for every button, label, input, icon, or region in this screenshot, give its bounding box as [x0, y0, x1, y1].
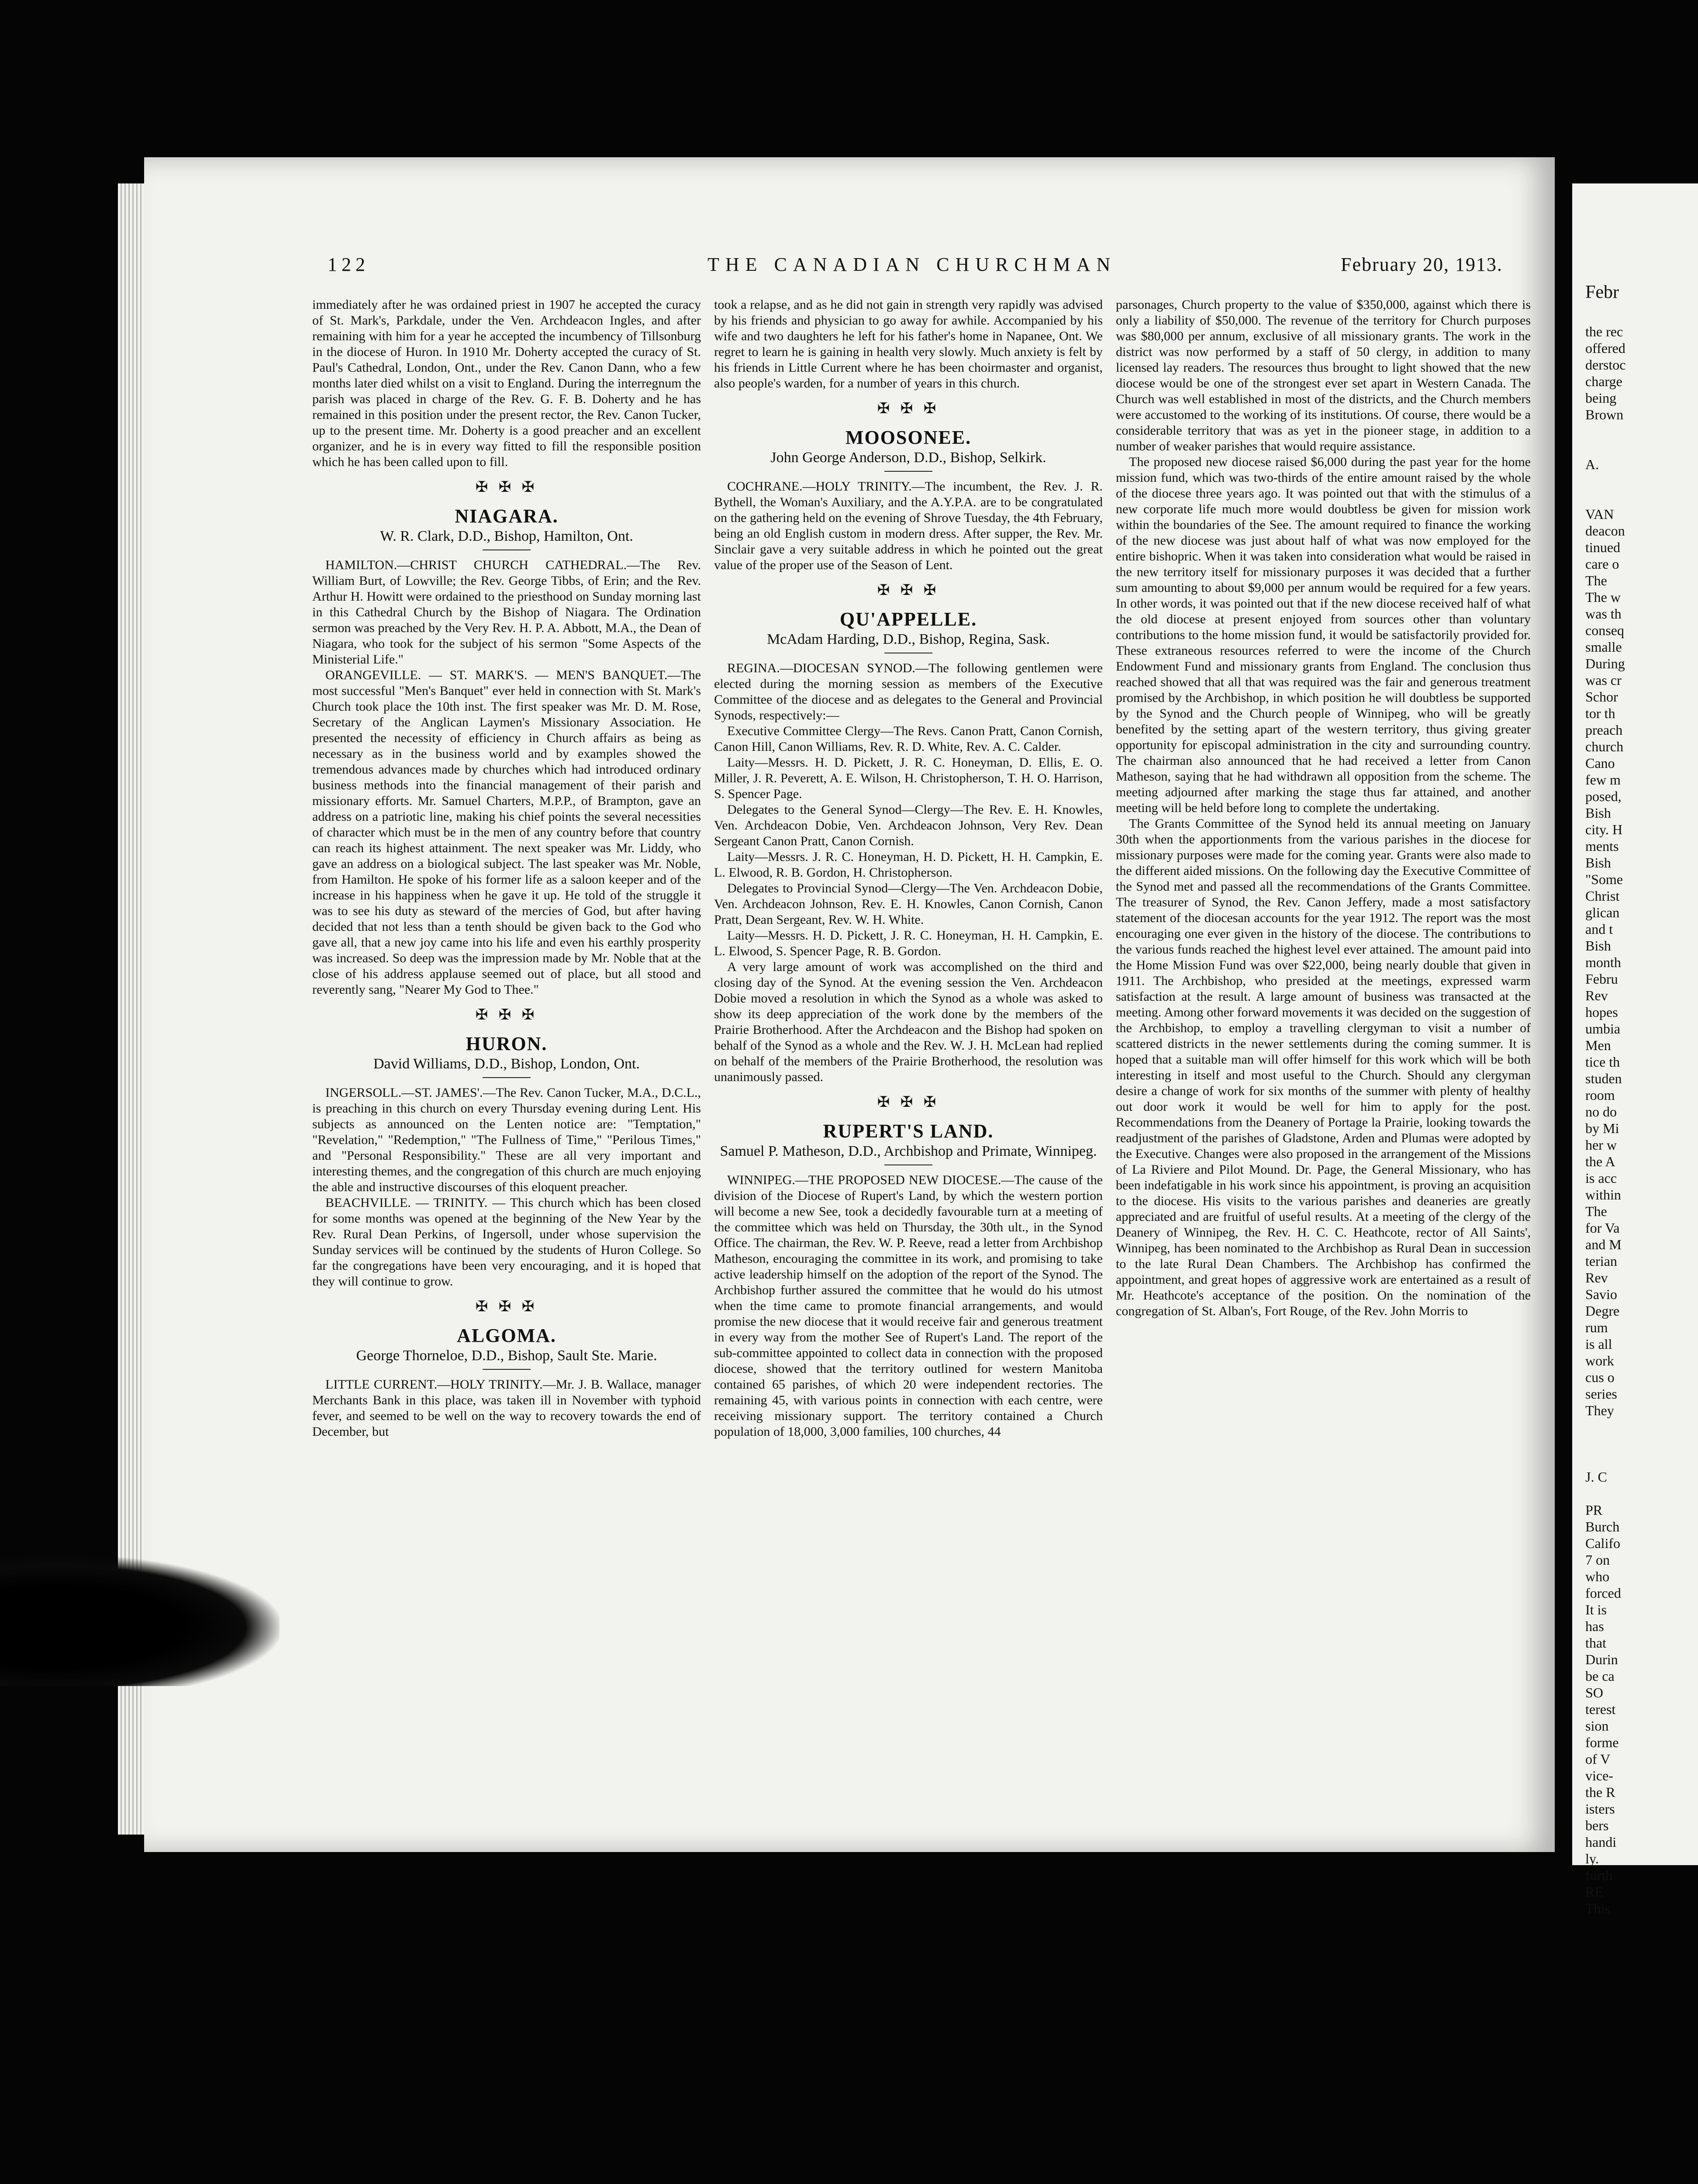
- news-paragraph: ORANGEVILLE. — ST. MARK'S. — MEN'S BANQUET.—The most successful "Men's Banquet" ever held in connection with St. Mark's Church took place the 10th inst. The first speaker was Mr. D. M. Rose, Secretary of the Anglican Laymen's Missionary Association. He presented the necessity of efficiency in Church affairs as being as necessary as in the business world and by examples showed the tremendous advances made by churches which had introduced ordinary business methods into the financial management of their parish and missionary efforts. Mr. Samuel Charters, M.P.P., of Brampton, gave an address on a patriotic line, making his chief points the several necessities of character which must be in the men of any country before that country can reach its highest attainment. The next speaker was Mr. Liddy, who gave an address on a biological subject. The last speaker was Mr. Noble, from Hamilton. He spoke of his former life as a saloon keeper and of the increase in his happiness when he gave it up. He told of the struggle it was to see his duty as steward of the mercies of God, but after having decided that not less than a tenth should be given back to the God who gave all, that a new joy came into his life and even his earthly prosperity was increased. So deep was the impression made by Mr. Noble that at the close of his address applause seemed out of place, but all stood and reverently sang, "Nearer My God to Thee.": [312, 668, 701, 997]
- facing-page-line: 7 on: [1585, 1552, 1610, 1568]
- facing-page-line: the R: [1585, 1784, 1615, 1800]
- facing-page-line: umbia: [1585, 1021, 1620, 1037]
- facing-page-line: cus o: [1585, 1369, 1615, 1385]
- facing-page-line: Bish: [1585, 938, 1611, 954]
- column-2: [714, 297, 1103, 1440]
- news-paragraph: A very large amount of work was accomplished on the third and closing day of the Synod. At the evening session the Ven. Archdeacon Dobie moved a resolution in which the Synod as a whole was asked to show its deep appreciation of the work done by the members of the Prairie Brotherhood. After the Archdeacon and the Bishop had spoken on behalf of the Synod as a whole and the Rev. W. J. H. McLean had replied on behalf of the members of the Prairie Brotherhood, the resolution was unanimously passed.: [714, 960, 1103, 1084]
- section-heading-quappelle: QU'APPELLE.: [839, 608, 977, 630]
- section-separator: ✠ ✠ ✠: [877, 1094, 940, 1110]
- column-1: [312, 297, 701, 1440]
- facing-page-line: is all: [1585, 1336, 1612, 1352]
- photographer-thumb: [0, 1555, 280, 1686]
- facing-page-line: was cr: [1585, 672, 1622, 688]
- news-paragraph: WINNIPEG.—THE PROPOSED NEW DIOCESE.—The cause of the division of the Diocese of Rupert's Land, by which the western portion will become a new See, took a decidedly favourable turn at a meeting of the committee which was held on Thursday, the 30th ult., in the Synod Office. The chairman, the Rev. W. P. Reeve, read a letter from Archbishop Matheson, encouraging the committee in its work, and promising to take active leadership himself on the adoption of the report of the Synod. The Archbishop further assured the committee that he would do his utmost when the time came to promote financial arrangements, and would promise the new diocese that it would receive fair and generous treatment in every way from the mother See of Rupert's Land. The report of the sub-committee appointed to collect data in connection with the proposed diocese, showed that the territory outlined for western Manitoba contained 65 parishes, of which 20 were independent rectories. The remaining 45, with various points in connection with each centre, were receiving missionary support. The territory contained a Church population of 18,000, 3,000 families, 100 churches, 44: [714, 1173, 1103, 1439]
- facing-page-line: her w: [1585, 1137, 1617, 1153]
- facing-page-line: This: [1585, 1901, 1610, 1916]
- facing-page-line: by Mi: [1585, 1120, 1619, 1136]
- facing-page-line: Califo: [1585, 1535, 1620, 1551]
- bishop-line: David Williams, D.D., Bishop, London, Ont.: [373, 1056, 640, 1072]
- facing-page-line: They: [1585, 1403, 1614, 1418]
- facing-page-line: forced: [1585, 1585, 1621, 1601]
- news-paragraph: LITTLE CURRENT.—HOLY TRINITY.—Mr. J. B. Wallace, manager Merchants Bank in this place, was taken ill in November with typhoid fever, and seemed to be well on the way to recovery towards the end of December, but: [312, 1377, 701, 1439]
- facing-page-line: hopes: [1585, 1004, 1618, 1020]
- facing-page-line: tor th: [1585, 705, 1615, 721]
- divider: [483, 549, 531, 550]
- facing-page-lines: [1585, 323, 1695, 1917]
- facing-page-line: isters: [1585, 1801, 1615, 1817]
- news-paragraph: Delegates to the General Synod—Clergy—The Rev. E. H. Knowles, Ven. Archdeacon Dobie, Ven. Archdeacon Johnson, Very Rev. Dean Sergeant Canon Pratt, Canon Cornish.: [714, 802, 1103, 848]
- facing-page-line: ments: [1585, 838, 1619, 854]
- facing-page-line: posed,: [1585, 788, 1622, 804]
- facing-page-line: within: [1585, 1187, 1621, 1203]
- facing-page-header: Febr: [1585, 282, 1619, 302]
- facing-page-line: derstoc: [1585, 357, 1626, 373]
- facing-page-line: room: [1585, 1087, 1615, 1103]
- facing-page-line: city. H: [1585, 822, 1623, 837]
- news-paragraph: The proposed new diocese raised $6,000 during the past year for the home mission fund, which was two-thirds of the entire amount raised by the whole of the diocese three years ago. It was pointed out that with the stimulus of a new corporate life much more would doubtless be given for mission work within the boundaries of the See. The amount required to finance the working of the new diocese was just about half of what was now employed for the entire bishopric. When it was taken into consideration what would be raised in the new territory itself for missionary purposes it was decided that a further sum amounting to about $9,000 per annum would be required for a few years. In other words, it was pointed out that if the new diocese received half of what the old diocese at present enjoyed from sources other than voluntary contributions to the home mission fund, it would be satisfactorily provided for. These extraneous resources referred to were the income of the Church Endowment Fund and missionary grants from England. The conclusion thus reached showed that all that was required was the fair and generous treatment promised by the Archbishop, in which position he will doubtless be supported by the Synod and the Church people of Winnipeg, who will be greatly benefited by the setting apart of the western territory, thus giving greater opportunity for episcopal administration in the city and surrounding country. The chairman also announced that he had received a letter from Canon Matheson, saying that he had withdrawn all opposition from the scheme. The meeting adjourned after marking the stage thus far attained, and another meeting will be held before long to complete the undertaking.: [1116, 455, 1531, 815]
- bishop-line: W. R. Clark, D.D., Bishop, Hamilton, Ont.: [380, 528, 633, 544]
- facing-page-line: and t: [1585, 921, 1613, 937]
- facing-page-line: During: [1585, 656, 1625, 671]
- section-separator: ✠ ✠ ✠: [475, 479, 538, 495]
- facing-page-line: few m: [1585, 772, 1621, 788]
- facing-page-line: PR: [1585, 1502, 1603, 1518]
- facing-page-line: [1585, 1419, 1695, 1435]
- facing-page-line: Bish: [1585, 855, 1611, 871]
- facing-page-line: Rev: [1585, 988, 1608, 1003]
- news-paragraph: Delegates to Provincial Synod—Clergy—The Ven. Archdeacon Dobie, Ven. Archdeacon Johnson, Rev. E. H. Knowles, Canon Cornish, Canon Pratt, Dean Sergeant, Rev. W. H. White.: [714, 881, 1103, 927]
- facing-page-line: sion: [1585, 1718, 1609, 1734]
- newspaper-page: [144, 157, 1555, 1852]
- news-paragraph: HAMILTON.—CHRIST CHURCH CATHEDRAL.—The Rev. William Burt, of Lowville; the Rev. George Tibbs, of Erin; and the Rev. Arthur H. Howitt were ordained to the priesthood on Sunday morning last in this Cathedral Church by the Bishop of Niagara. The Ordination sermon was preached by the Very Rev. H. P. A. Abbott, M.A., the Dean of Niagara, who took for the subject of his sermon "Some Aspects of the Ministerial Life.": [312, 558, 701, 667]
- news-paragraph: The Grants Committee of the Synod held its annual meeting on January 30th when the apportionments from the various parishes in the diocese for missionary purposes were made for the coming year. Grants were also made to the different aided missions. On the following day the Executive Committee of the Synod met and passed all the recommendations of the Grants Committee. The treasurer of Synod, the Rev. Canon Jeffery, made a most satisfactory statement of the diocesan accounts for the year 1912. The report was the most encouraging one ever given in the history of the diocese. The contributions to the various funds reached the highest level ever attained. The amount paid into the Home Mission Fund was over $22,000, being nearly double that given in 1911. The Archbishop, who presided at the meetings, expressed warm satisfaction at the result. A large amount of business was transacted at the meeting. Among other forward movements it was decided on the suggestion of the Archbishop, to employ a travelling clergyman to visit a number of scattered districts in the newer settlements during the coming summer. It is hoped that a suitable man will offer himself for this work which will be both interesting in itself and most useful to the Church. Should any clergyman desire a change of work for six months of the summer with plenty of healthy out door work it would be well for him to apply for the post. Recommendations from the Deanery of Portage la Prairie, looking towards the readjustment of the parishes of Gladstone, Arden and Plumas were adopted by the Executive. Changes were also proposed in the arrangement of the Missions of La Riviere and Pilot Mound. Dr. Page, the General Missionary, who has been indefatigable in his work since his appointment, is proving an acquisition to the diocese. His visits to the various parishes and deaneries are greatly appreciated and are fruitful of useful results. At a meeting of the clergy of the Deanery of Winnipeg, the Rev. H. C. C. Heathcote, rector of All Saints', Winnipeg, has been nominated to the Archbishop as Rural Dean in succession to the late Rural Dean Chambers. The Archbishop has confirmed the appointment, and great hopes of aggressive work are entertained as a result of Mr. Heathcote's acceptance of the position. On the nomination of the congregation of St. Alban's, Fort Rouge, of the Rev. John Morris to: [1116, 816, 1531, 1318]
- facing-page-line: church: [1585, 739, 1624, 754]
- facing-page-line: tice th: [1585, 1054, 1620, 1070]
- facing-page-line: Rev: [1585, 1270, 1608, 1286]
- section-separator: ✠ ✠ ✠: [475, 1007, 538, 1023]
- column-3: [1116, 297, 1531, 1319]
- section-separator: ✠ ✠ ✠: [877, 401, 940, 417]
- facing-page-line: bers: [1585, 1818, 1609, 1833]
- facing-page-line: Brown: [1585, 407, 1624, 422]
- news-paragraph: BEACHVILLE. — TRINITY. — This church which has been closed for some months was opened at the beginning of the New Year by the Rev. Rural Dean Perkins, of Ingersoll, under whose supervision the Sunday services will be continued by the students of Huron College. So far the congregations have been very encouraging, and it is hoped that they will continue to grow.: [312, 1196, 701, 1289]
- facing-page-line: smalle: [1585, 639, 1622, 655]
- bishop-line: Samuel P. Matheson, D.D., Archbishop and Primate, Winnipeg.: [720, 1143, 1097, 1159]
- facing-page-line: Men: [1585, 1037, 1611, 1053]
- facing-page-line: The w: [1585, 589, 1621, 605]
- facing-page-line: series: [1585, 1386, 1617, 1402]
- facing-page-line: terest: [1585, 1701, 1616, 1717]
- facing-page-line: [1585, 439, 1695, 456]
- facing-page-line: who: [1585, 1569, 1610, 1584]
- facing-page-line: Cano: [1585, 755, 1615, 771]
- article-continuation: immediately after he was ordained priest in 1907 he accepted the curacy of St. Mark's, Parkdale, under the Ven. Archdeacon Ingles, and after remaining with him for a year he accepted the incumbency of Tillsonburg in the diocese of Huron. In 1910 Mr. Doherty accepted the curacy of St. Paul's Cathedral, London, Ont., under the Rev. Canon Dann, who a few months later died whilst on a visit to England. During the interregnum the parish was placed in charge of the Rev. G. F. B. Doherty and he has remained in this position under the present rector, the Rev. Canon Tucker, up to the present time. Mr. Doherty is a good preacher and an excellent organizer, and he is in every way fitted to fill the responsible position which he has been called upon to fill.: [312, 297, 701, 469]
- facing-page-line: Schor: [1585, 689, 1618, 705]
- facing-page-line: being: [1585, 390, 1617, 406]
- divider: [483, 1369, 531, 1370]
- news-paragraph: Laity—Messrs. J. R. C. Honeyman, H. D. Pickett, H. H. Campkin, E. L. Elwood, R. B. Gordon, H. Christopherson.: [714, 850, 1103, 880]
- facing-page-line: studen: [1585, 1071, 1622, 1086]
- news-paragraph: INGERSOLL.—ST. JAMES'.—The Rev. Canon Tucker, M.A., D.C.L., is preaching in this church on every Thursday evening during Lent. His subjects as announced on the Lenten notice are: "Temptation," "Revelation," "Redemption," "The Fullness of Time," "Perilous Times," and "Personal Responsibility." These are all very important and interesting themes, and the congregation of this church are much enjoying the able and instructive discourses of this eloquent preacher.: [312, 1085, 701, 1194]
- section-heading-moosonee: MOOSONEE.: [845, 427, 972, 448]
- facing-page-line: and M: [1585, 1237, 1622, 1252]
- bishop-line: John George Anderson, D.D., Bishop, Selkirk.: [770, 449, 1046, 466]
- facing-page-line: for Va: [1585, 1220, 1620, 1236]
- news-paragraph: REGINA.—DIOCESAN SYNOD.—The following gentlemen were elected during the morning session as members of the Executive Committee of the diocese and as delegates to the General and Provincial Synods, respectively:—: [714, 661, 1103, 722]
- facing-page-line: the rec: [1585, 324, 1623, 339]
- facing-page-line: conseq: [1585, 622, 1624, 638]
- facing-page-line: was th: [1585, 606, 1622, 622]
- facing-page-line: Savio: [1585, 1286, 1617, 1302]
- article-continuation: took a relapse, and as he did not gain in strength very rapidly was advised by his friends and physician to go away for awhile. Accompanied by his wife and two daughters he left for his father's home in Napanee, Ont. We regret to learn he is gaining in health very slowly. Much anxiety is felt by his friends in Little Current where he has been choirmaster and organist, also people's warden, for a number of years in this church.: [714, 297, 1103, 390]
- section-heading-niagara: NIAGARA.: [455, 505, 559, 527]
- page-number: 122: [328, 254, 369, 275]
- news-paragraph: Laity—Messrs. H. D. Pickett, J. R. C. Honeyman, H. H. Campkin, E. L. Elwood, S. Spencer Page, R. B. Gordon.: [714, 928, 1103, 958]
- facing-page-line: month: [1585, 954, 1621, 970]
- section-heading-ruperts-land: RUPERT'S LAND.: [823, 1120, 994, 1142]
- news-paragraph: Executive Committee Clergy—The Revs. Canon Pratt, Canon Cornish, Canon Hill, Canon Williams, Rev. R. D. White, Rev. A. C. Calder.: [714, 724, 1103, 754]
- issue-date: February 20, 1913.: [1341, 254, 1503, 275]
- facing-page-line: is acc: [1585, 1170, 1617, 1186]
- facing-page-line: of V: [1585, 1751, 1611, 1767]
- facing-page-line: [1585, 423, 1695, 439]
- facing-page-line: [1585, 1485, 1695, 1502]
- facing-page-line: be ca: [1585, 1668, 1615, 1684]
- facing-page-line: Degre: [1585, 1303, 1620, 1319]
- facing-page-line: glican: [1585, 905, 1620, 920]
- facing-page-line: It is: [1585, 1602, 1607, 1617]
- facing-page-line: that: [1585, 1635, 1606, 1651]
- facing-page-line: no do: [1585, 1104, 1617, 1120]
- running-header: [144, 253, 1555, 284]
- news-paragraph: parsonages, Church property to the value of $350,000, against which there is only a liability of $50,000. The revenue of the territory for Church purposes was $80,000 per annum, exclusive of all missionary grants. The work in the district was now performed by a staff of 50 clergy, in addition to many licensed lay readers. The resources thus brought to light showed that the new diocese would be one of the strongest ever set apart in Western Canada. The Church was well established in most of the districts, and the Church members were accustomed to the working of its institutions. Of course, there would be a considerable territory that was as yet in the pioneer stage, in addition to a number of weaker parishes that would require assistance.: [1116, 297, 1531, 453]
- facing-page-line: The: [1585, 573, 1607, 588]
- divider: [483, 1077, 531, 1078]
- facing-page-line: VAN: [1585, 506, 1614, 522]
- facing-page-line: charge: [1585, 373, 1622, 389]
- section-separator: ✠ ✠ ✠: [475, 1299, 538, 1315]
- bishop-line: George Thorneloe, D.D., Bishop, Sault Ste. Marie.: [356, 1348, 657, 1364]
- facing-page-line: tinued: [1585, 539, 1620, 555]
- news-paragraph: Laity—Messrs. H. D. Pickett, J. R. C. Honeyman, D. Ellis, E. O. Miller, J. R. Peverett, A. E. Wilson, H. Christopherson, T. H. O. Harrison, S. Spencer Page.: [714, 755, 1103, 801]
- facing-page-line: [1585, 1435, 1695, 1452]
- facing-page-line: forme: [1585, 1735, 1619, 1750]
- facing-page-line: deacon: [1585, 523, 1625, 539]
- facing-page-line: rum: [1585, 1320, 1608, 1335]
- divider: [884, 471, 932, 472]
- facing-page-line: care o: [1585, 556, 1619, 572]
- facing-page-line: ly.: [1585, 1851, 1599, 1866]
- facing-page-line: Durin: [1585, 1652, 1618, 1667]
- facing-page-line: RE: [1585, 1884, 1603, 1900]
- bishop-line: McAdam Harding, D.D., Bishop, Regina, Sask.: [767, 631, 1050, 647]
- facing-page-line: Febru: [1585, 971, 1618, 987]
- section-separator: ✠ ✠ ✠: [877, 582, 940, 598]
- facing-page-line: preach: [1585, 722, 1623, 738]
- facing-page-line: furth: [1585, 1867, 1613, 1883]
- facing-page-line: SO: [1585, 1685, 1603, 1700]
- facing-page-line: "Some: [1585, 871, 1623, 887]
- facing-page-line: vice-: [1585, 1768, 1613, 1783]
- facing-page-line: A.: [1585, 456, 1599, 472]
- facing-page-line: Bish: [1585, 805, 1611, 821]
- news-paragraph: COCHRANE.—HOLY TRINITY.—The incumbent, the Rev. J. R. Bythell, the Woman's Auxiliary, and the A.Y.P.A. are to be congratulated on the gathering held on the evening of Shrove Tuesday, the 4th February, being an old English custom in modern dress. After supper, the Rev. Mr. Sinclair gave a very suitable address in which he pointed out the great value of the proper use of the Season of Lent.: [714, 479, 1103, 572]
- facing-page-line: The: [1585, 1203, 1607, 1219]
- facing-page-fragment: [1572, 183, 1698, 1916]
- section-heading-algoma: ALGOMA.: [457, 1325, 556, 1346]
- facing-page-line: [1585, 489, 1695, 506]
- facing-page-line: [1585, 473, 1695, 489]
- facing-page-line: the A: [1585, 1154, 1615, 1169]
- publication-title: THE CANADIAN CHURCHMAN: [708, 254, 1117, 275]
- facing-page-line: has: [1585, 1618, 1604, 1634]
- facing-page-line: handi: [1585, 1834, 1617, 1850]
- facing-page-line: work: [1585, 1353, 1614, 1368]
- facing-page-line: J. C: [1585, 1469, 1607, 1485]
- facing-page-line: terian: [1585, 1253, 1617, 1269]
- facing-page-line: [1585, 1452, 1695, 1469]
- facing-page-line: Christ: [1585, 888, 1620, 904]
- facing-page-line: Burch: [1585, 1519, 1620, 1534]
- section-heading-huron: HURON.: [466, 1033, 548, 1054]
- facing-page-line: offered: [1585, 340, 1626, 356]
